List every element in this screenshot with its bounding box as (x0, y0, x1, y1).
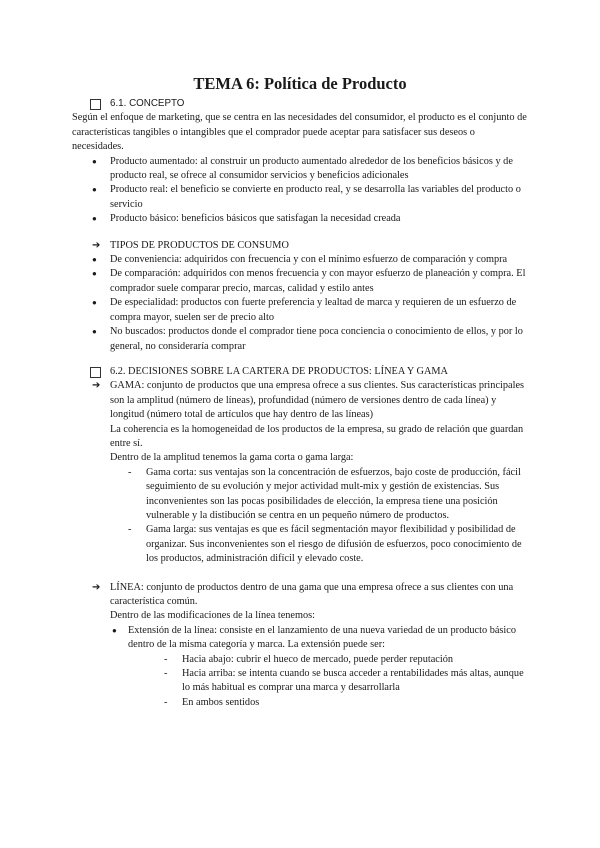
bullet-icon: ● (92, 255, 97, 265)
list-item: ● Producto aumentado: al construir un producto aumentado alrededor de los beneficios básicos y de producto real, se ofrece al consumidor servicios y beneficios adicionales (92, 155, 513, 182)
list-item: ● Producto básico: beneficios básicos que satisfagan la necesidad creada (72, 212, 528, 226)
bullet-icon: ● (92, 327, 97, 337)
bullet-icon: ● (112, 625, 117, 635)
consumer-types-list (72, 253, 528, 354)
section-heading-label: 6.1. CONCEPTO (110, 98, 185, 109)
types-heading: ➔ TIPOS DE PRODUCTOS DE CONSUMO (72, 239, 528, 253)
checkbox-icon[interactable] (90, 367, 101, 378)
section-heading-label: 6.2. DECISIONES SOBRE LA CARTERA DE PRODUCTOS: LÍNEA Y GAMA (110, 365, 448, 377)
list-item: ● No buscados: productos donde el comprador tiene poca conciencia o conocimiento de ellos, y por lo general, no consideraría comprar (92, 326, 523, 352)
arrow-icon: ➔ (92, 239, 101, 251)
bullet-icon: ● (92, 269, 97, 279)
section-heading-cartera (90, 365, 528, 379)
modificaciones-intro: Dentro de las modificaciones de la línea tenemos: (110, 610, 316, 622)
linea-block (72, 581, 528, 610)
bullet-icon: ● (92, 214, 97, 224)
gama-definition: GAMA: conjunto de productos que una empresa ofrece a sus clientes. Sus características principales son la amplitud (número de líneas), profundidad (número de versiones dentro de cada línea) y longitud (número total de artículos que hay dentro de las líneas) (110, 380, 525, 421)
list-item: - Gama corta: sus ventajas son la concentración de esfuerzos, bajo coste de producción, fácil seguimiento de su evolución y mejor actividad mult-mix y gestión de existencias. Sus inconvenientes son las pocas posibilidades de elección, la empresa tiene una posición vulnerable y la distibución se centra en un pequeño número de productos. (128, 466, 521, 521)
section-heading-concepto (90, 97, 528, 111)
list-item: ● De comparación: adquiridos con menos frecuencia y con mayor esfuerzo de planeación y compra. El comprador suele comparar precio, marcas, calidad y estilo antes (92, 268, 526, 294)
arrow-icon: ➔ (92, 581, 101, 593)
gama-block (72, 379, 528, 422)
concept-paragraph: Según el enfoque de marketing, que se centra en las necesidades del consumidor, el producto es el conjunto de características tangibles o intangibles que el comprador puede aceptar para satisfacer sus deseos o necesidades. (72, 112, 527, 153)
list-item: - Hacia abajo: cubrir el hueco de mercado, puede perder reputación (164, 653, 454, 665)
checkbox-icon[interactable] (90, 99, 101, 110)
list-item: - Gama larga: sus ventajas es que es fácil segmentación mayor flexibilidad y posibilidad de organizar. Sus inconvenientes son el riesgo de difusión de esfuerzos, poco conocimiento de los productos, administración difícil y elevado coste. (128, 524, 522, 565)
page-title: TEMA 6: Política de Producto (193, 74, 407, 93)
extension-types-list (72, 653, 528, 711)
list-item: - En ambos sentidos (164, 696, 260, 708)
amplitud-intro: Dentro de la amplitud tenemos la gama corta o gama larga: (110, 452, 354, 464)
bullet-icon: ● (92, 156, 97, 166)
list-item: - Hacia arriba: se intenta cuando se busca acceder a rentabilidades más altas, aunque lo más habitual es comprar una marca y desarrollarla (164, 668, 524, 694)
gama-types-list (72, 466, 528, 567)
bullet-icon: ● (92, 185, 97, 195)
arrow-icon: ➔ (92, 380, 101, 392)
coherencia-text: La coherencia es la homogeneidad de los productos de la empresa, su grado de relación que guardan entre sí. (110, 423, 524, 449)
product-levels-list (72, 155, 528, 227)
list-item: ● Extensión de la línea: consiste en el lanzamiento de una nueva variedad de un producto básico dentro de la misma categoría y marca. La extensión puede ser: (112, 624, 516, 651)
modificaciones-list (72, 624, 528, 653)
bullet-icon: ● (92, 298, 97, 308)
list-item: ● De especialidad: productos con fuerte preferencia y lealtad de marca y requieren de un esfuerzo de compra mayor, suelen ser de precio alto (92, 297, 517, 323)
list-item: ● De conveniencia: adquiridos con frecuencia y con el mínimo esfuerzo de comparación y compra (72, 253, 528, 267)
linea-definition: LÍNEA: conjunto de productos dentro de una gama que una empresa ofrece a sus clientes con una característica común. (110, 581, 514, 607)
list-item: ● Producto real: el beneficio se convierte en producto real, y se desarrolla las variables del producto o servicio (92, 184, 521, 210)
document-page (72, 72, 528, 710)
